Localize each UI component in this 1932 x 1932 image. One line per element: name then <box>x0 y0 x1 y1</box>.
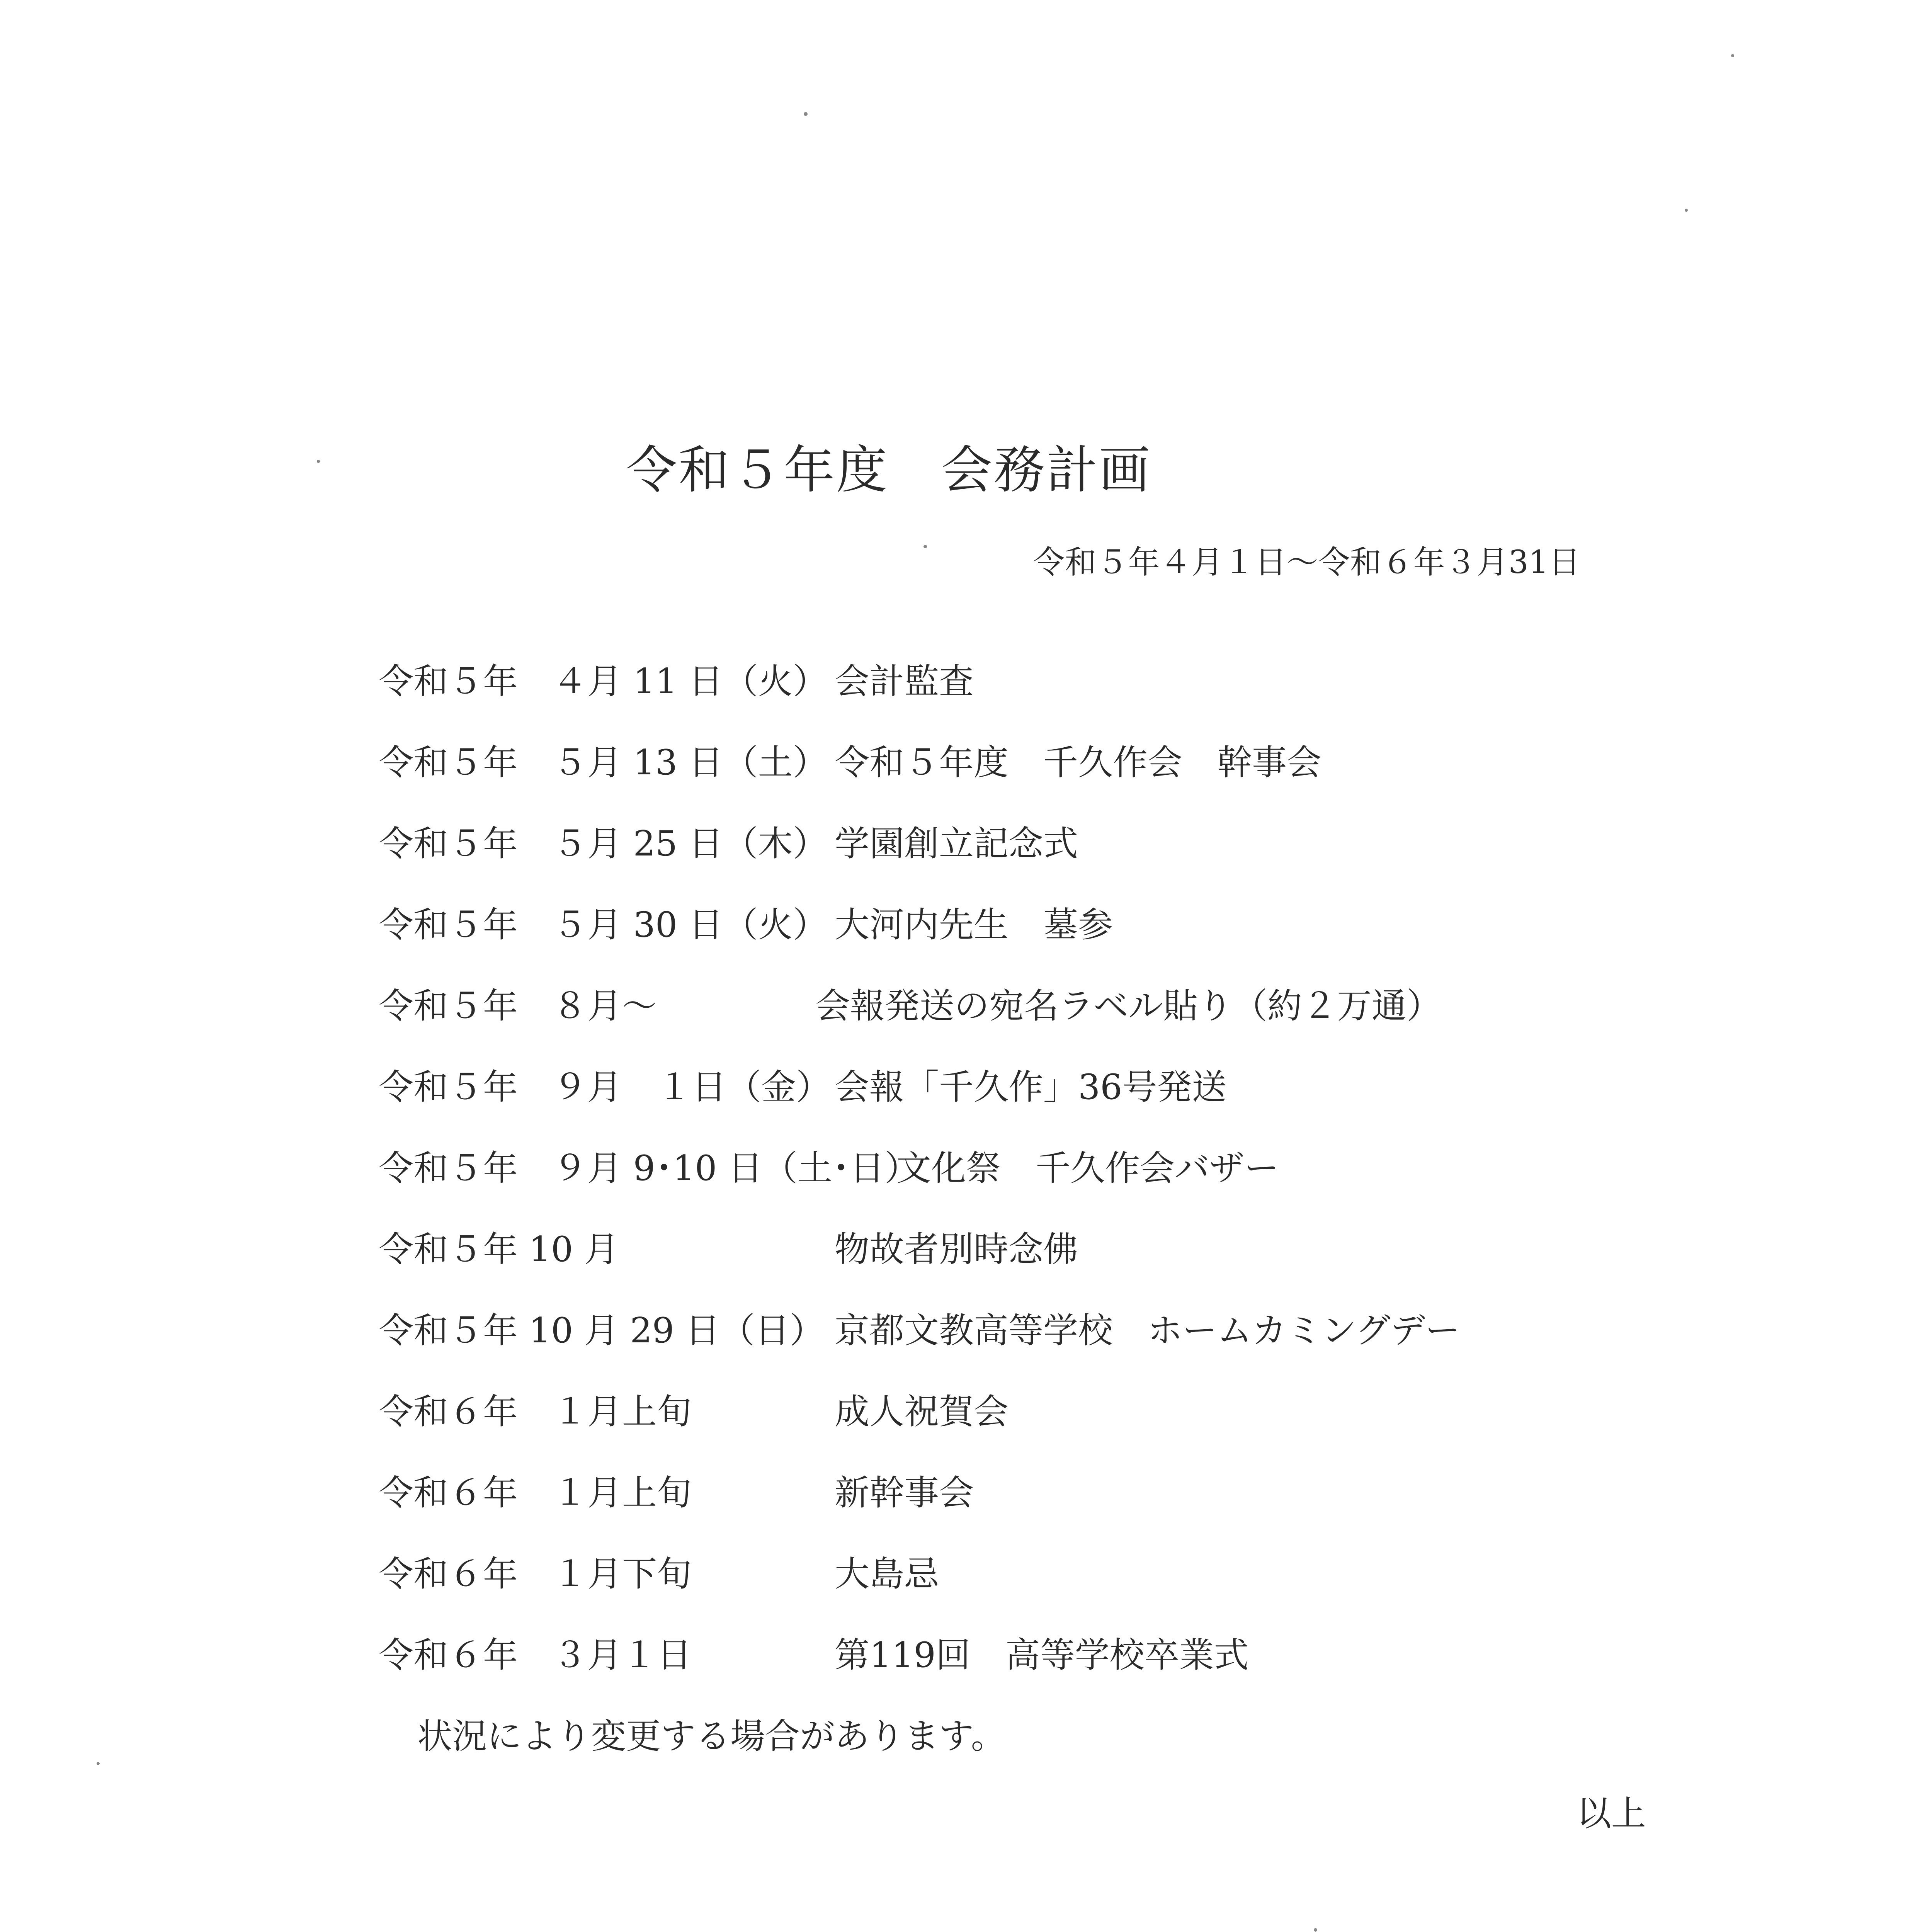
schedule-row <box>379 734 1692 815</box>
scan-speck <box>923 545 927 548</box>
schedule-row <box>379 815 1692 896</box>
schedule-row <box>379 896 1692 978</box>
schedule-row <box>379 1627 1692 1708</box>
schedule-event: 大河内先生 墓参 <box>835 905 1113 945</box>
schedule-event: 会計監査 <box>835 661 974 702</box>
schedule-date: 令和５年 ８月～ <box>379 986 657 1026</box>
schedule-date: 令和５年 10 月 <box>379 1229 619 1270</box>
schedule-list <box>379 653 1692 1708</box>
schedule-row <box>379 978 1692 1059</box>
schedule-date: 令和６年 １月下旬 <box>379 1554 692 1594</box>
schedule-date: 令和５年 ５月 25 日（木） <box>379 823 828 864</box>
schedule-date: 令和５年 ９月 9･10 日（土･日） <box>379 1148 919 1189</box>
scan-speck <box>1731 54 1734 57</box>
schedule-date: 令和５年 ４月 11 日（火） <box>379 661 828 702</box>
schedule-date: 令和５年 10 月 29 日（日） <box>379 1310 825 1351</box>
schedule-event: 会報発送の宛名ラベル貼り（約２万通） <box>815 986 1441 1026</box>
schedule-event: 京都文教高等学校 ホームカミングデー <box>835 1310 1460 1351</box>
schedule-row <box>379 1546 1692 1627</box>
schedule-event: 令和５年度 千久作会 幹事会 <box>835 742 1321 783</box>
scan-speck <box>1314 1928 1317 1932</box>
schedule-event: 会報「千久作」36号発送 <box>835 1067 1227 1107</box>
schedule-event: 新幹事会 <box>835 1473 974 1513</box>
schedule-row <box>379 1059 1692 1140</box>
scan-speck <box>804 112 808 116</box>
schedule-event: 文化祭 千久作会バザー <box>896 1148 1279 1189</box>
schedule-row <box>379 1302 1692 1383</box>
schedule-date: 令和５年 ５月 30 日（火） <box>379 905 828 945</box>
fiscal-period: 令和５年４月１日～令和６年３月31日 <box>1033 544 1580 581</box>
scan-speck <box>97 1762 100 1765</box>
schedule-row <box>379 1140 1692 1221</box>
schedule-row <box>379 653 1692 734</box>
schedule-event: 第119回 高等学校卒業式 <box>835 1635 1249 1675</box>
schedule-date: 令和５年 ９月 １日（金） <box>379 1067 831 1107</box>
scan-speck <box>1685 209 1688 212</box>
document-title: 令和５年度 会務計画 <box>626 440 1151 500</box>
schedule-row <box>379 1221 1692 1302</box>
schedule-event: 学園創立記念式 <box>835 823 1078 864</box>
schedule-event: 成人祝賀会 <box>835 1391 1009 1432</box>
schedule-date: 令和５年 ５月 13 日（土） <box>379 742 828 783</box>
schedule-date: 令和６年 ３月１日 <box>379 1635 692 1675</box>
schedule-date: 令和６年 １月上旬 <box>379 1391 692 1432</box>
closing-remark: 以上 <box>1577 1793 1646 1834</box>
schedule-date: 令和６年 １月上旬 <box>379 1473 692 1513</box>
schedule-event: 大島忌 <box>835 1554 939 1594</box>
schedule-row <box>379 1383 1692 1464</box>
schedule-row <box>379 1464 1692 1546</box>
scan-speck <box>317 460 320 463</box>
change-notice: 状況により変更する場合があります。 <box>417 1716 1006 1757</box>
schedule-event: 物故者別時念佛 <box>835 1229 1078 1270</box>
